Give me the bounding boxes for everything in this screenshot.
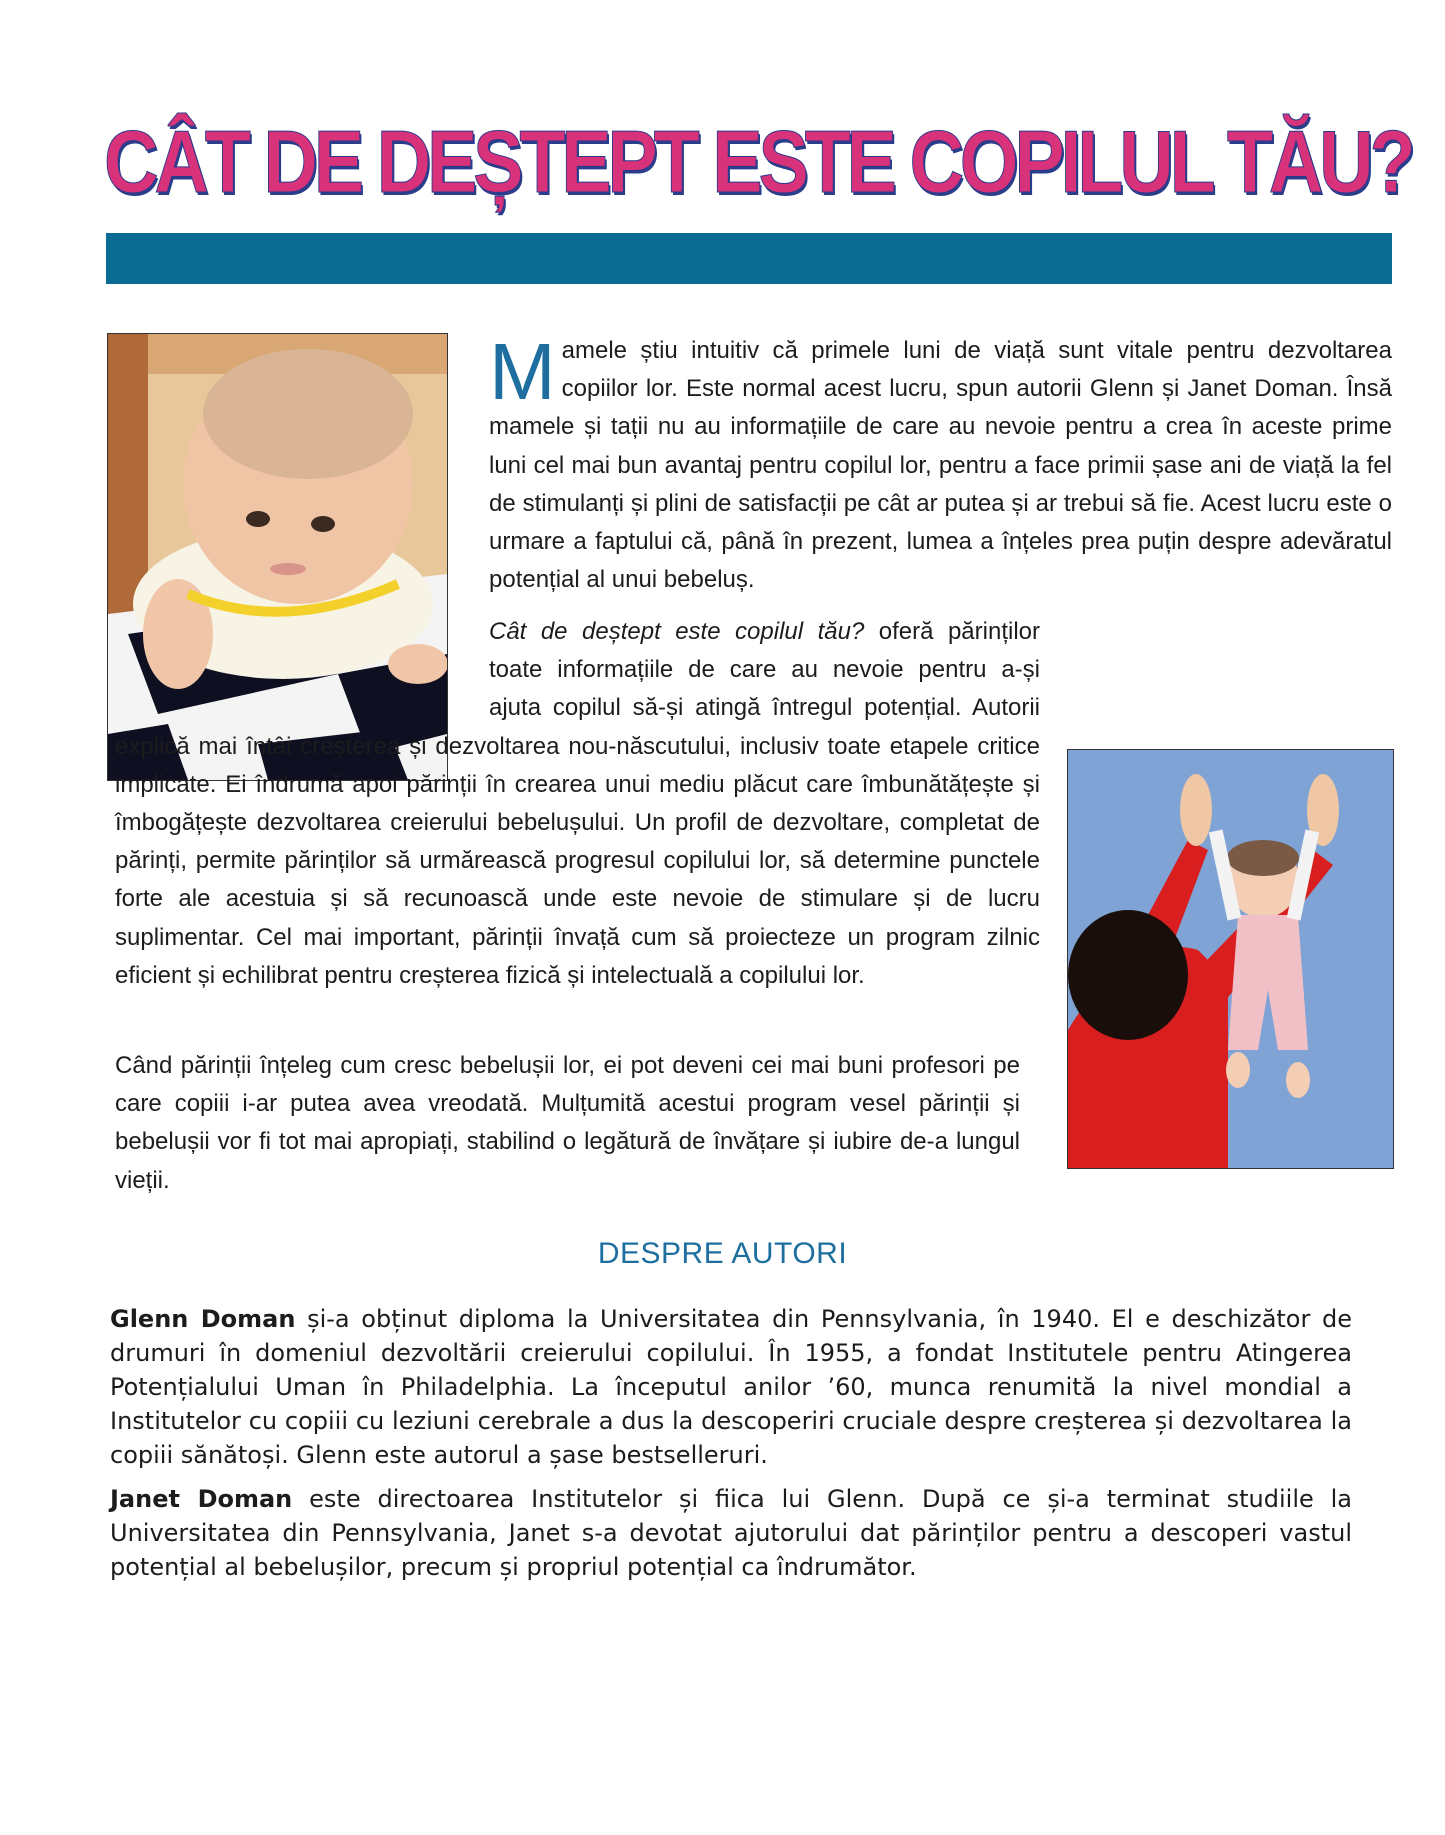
title-underline-bar: [106, 233, 1392, 284]
glenn-doman-bio: [110, 1302, 1352, 1472]
book-title-italic: Cât de deștept este copilul tău?: [489, 618, 865, 645]
mother-photo-illustration: [1068, 750, 1393, 1168]
intro-text: amele știu intuitiv că primele luni de viață sunt vitale pentru dezvoltarea copiilor lor. Este normal acest lucru, spun autorii Glenn și Janet Doman. Însă mamele și tații nu au informațiile de care au nevoie pentru a crea în aceste prime luni cel mai bun avantaj pentru copilul lor, pentru a face primii șase ani de viață la fel de stimulanți și plini de satisfacții pe cât ar putea și ar trebui să fie. Acest lucru este o urmare a faptului că, până în prezent, lumea a înțeles prea puțin despre adevăratul potențial al unui bebeluș.: [489, 337, 1392, 594]
left-photo-wrap-spacer: [115, 613, 489, 727]
paragraph-2-text: oferă părinților toate informațiile de care au nevoie pentru a-și ajuta copilul să-și atingă întregul potențial. Autorii explică mai întâi creșterea și dezvoltarea nou-născutului, inclusiv toate etapele critice implicate. Ei îndrumă apoi părinții în crearea unui mediu plăcut care îmbunătățește și îmbogățește dezvoltarea creierului bebelușului. Un profil de dezvoltare, completat de părinți, permite părinților să urmărească progresul copilului lor, să determine punctele forte ale acestuia și să recunoască unde este nevoie de stimulare și de lucru suplimentar. Cel mai important, părinții învață cum să proiecteze un program zilnic eficient și echilibrat pentru creșterea fizică și intelectuală a copilului lor.: [115, 618, 1040, 989]
authors-section: [110, 1302, 1352, 1594]
glenn-doman-name: Glenn Doman: [110, 1305, 296, 1333]
glenn-doman-text: și-a obținut diploma la Universitatea din Pennsylvania, în 1940. El e deschizător de drumuri în domeniul dezvoltării creierului copilului. În 1955, a fondat Institutele pentru Atingerea Potențialului Uman în Philadelphia. La începutul anilor ’60, munca renumită la nivel mondial a Institutelor cu copiii cu leziuni cerebrale a dus la descoperiri cruciale despre creșterea și dezvoltarea la copiii sănătoși. Glenn este autorul a șase bestselleruri.: [110, 1305, 1353, 1469]
janet-doman-name: Janet Doman: [110, 1485, 293, 1513]
mother-lifting-baby-photo: [1067, 749, 1394, 1169]
paragraph-parents-teachers: Când părinții înțeleg cum cresc bebelușii lor, ei pot deveni cei mai buni profesori pe care copiii i-ar putea avea vreodată. Mulțumită acestui program vesel părinții și bebelușii vor fi tot mai apropiați, stabilind o legătură de învățare și iubire de-a lungul vieții.: [115, 1052, 1020, 1194]
drop-cap: M: [489, 327, 556, 416]
about-authors-heading: DESPRE AUTORI: [597, 1237, 848, 1270]
janet-doman-text: este directoarea Institutelor și fiica lui Glenn. După ce și-a terminat studiile la Universitatea din Pennsylvania, Janet s-a devotat ajutorului dat părinților pentru a descoperi vastul potențial al bebelușilor, precum și propriul potențial ca îndrumător.: [110, 1485, 1353, 1581]
intro-paragraph: [489, 327, 1392, 599]
janet-doman-bio: [110, 1482, 1352, 1584]
page-title: CÂT DE DEȘTEPT ESTE COPILUL TĂU?: [104, 112, 1412, 211]
